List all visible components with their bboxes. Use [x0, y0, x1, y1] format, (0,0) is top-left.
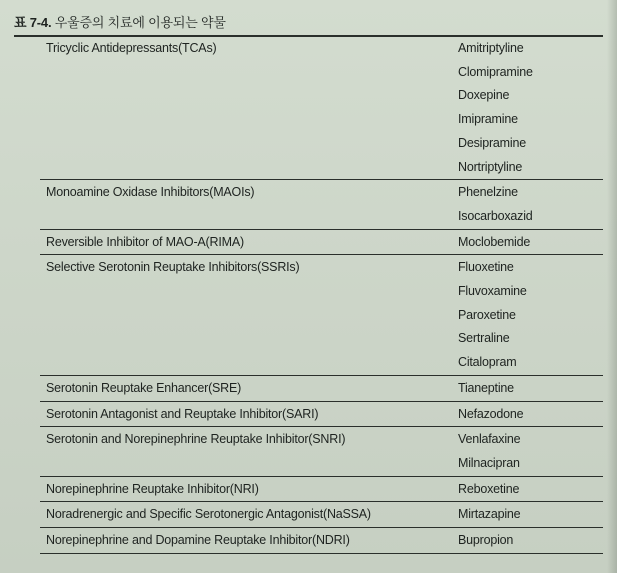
group-divider: [40, 229, 603, 230]
group-divider: [40, 254, 603, 255]
table-title: 우울증의 치료에 이용되는 약물: [54, 15, 226, 30]
drug-name: Tianeptine: [458, 380, 514, 395]
drug-name: Imipramine: [458, 112, 518, 127]
group-divider: [40, 375, 603, 376]
drug-name: Venlafaxine: [458, 432, 521, 447]
drug-name: Milnacipran: [458, 455, 520, 470]
drug-name: Amitriptyline: [458, 41, 524, 55]
drug-name: Moclobemide: [458, 234, 531, 249]
table-caption: [14, 12, 226, 31]
drug-class-label: Norepinephrine and Dopamine Reuptake Inhibitor(NDRI): [46, 533, 350, 547]
drug-name: Desipramine: [458, 135, 526, 150]
group-divider: [40, 527, 603, 528]
drug-name: Reboxetine: [458, 481, 520, 496]
table-number: 표 7-4.: [14, 15, 52, 30]
drug-class-label: Serotonin and Norepinephrine Reuptake Inhibitor(SNRI): [46, 432, 346, 447]
drug-class-label: Reversible Inhibitor of MAO-A(RIMA): [46, 234, 244, 249]
group-divider: [40, 476, 603, 477]
drug-class-label: Monoamine Oxidase Inhibitors(MAOIs): [46, 185, 255, 200]
group-divider: [40, 401, 603, 402]
group-divider: [40, 501, 603, 502]
drug-name: Sertraline: [458, 331, 510, 346]
drug-name: Nortriptyline: [458, 159, 523, 174]
drug-name: Clomipramine: [458, 64, 533, 79]
drug-name: Isocarboxazid: [458, 208, 533, 223]
drug-name: Doxepine: [458, 88, 510, 103]
drug-name: Fluoxetine: [458, 260, 514, 275]
group-divider: [40, 179, 603, 180]
table-top-rule: [14, 35, 603, 37]
page-edge-shadow: [607, 0, 617, 573]
drug-class-label: Serotonin Reuptake Enhancer(SRE): [46, 380, 242, 395]
drug-class-label: Selective Serotonin Reuptake Inhibitors(SSRIs): [46, 260, 300, 275]
group-divider: [40, 426, 603, 427]
group-divider: [40, 553, 603, 554]
drug-class-label: Norepinephrine Reuptake Inhibitor(NRI): [46, 481, 259, 496]
drug-name: Mirtazapine: [458, 507, 521, 522]
drug-class-label: Serotonin Antagonist and Reuptake Inhibitor(SARI): [46, 406, 319, 421]
drug-class-label: Noradrenergic and Specific Serotonergic Antagonist(NaSSA): [46, 507, 371, 522]
drug-name: Fluvoxamine: [458, 284, 527, 298]
drug-name: Bupropion: [458, 533, 514, 547]
drug-name: Phenelzine: [458, 185, 518, 200]
drug-name: Paroxetine: [458, 307, 516, 322]
drug-class-label: Tricyclic Antidepressants(TCAs): [46, 41, 217, 55]
drug-name: Citalopram: [458, 355, 517, 370]
drug-name: Nefazodone: [458, 406, 524, 421]
